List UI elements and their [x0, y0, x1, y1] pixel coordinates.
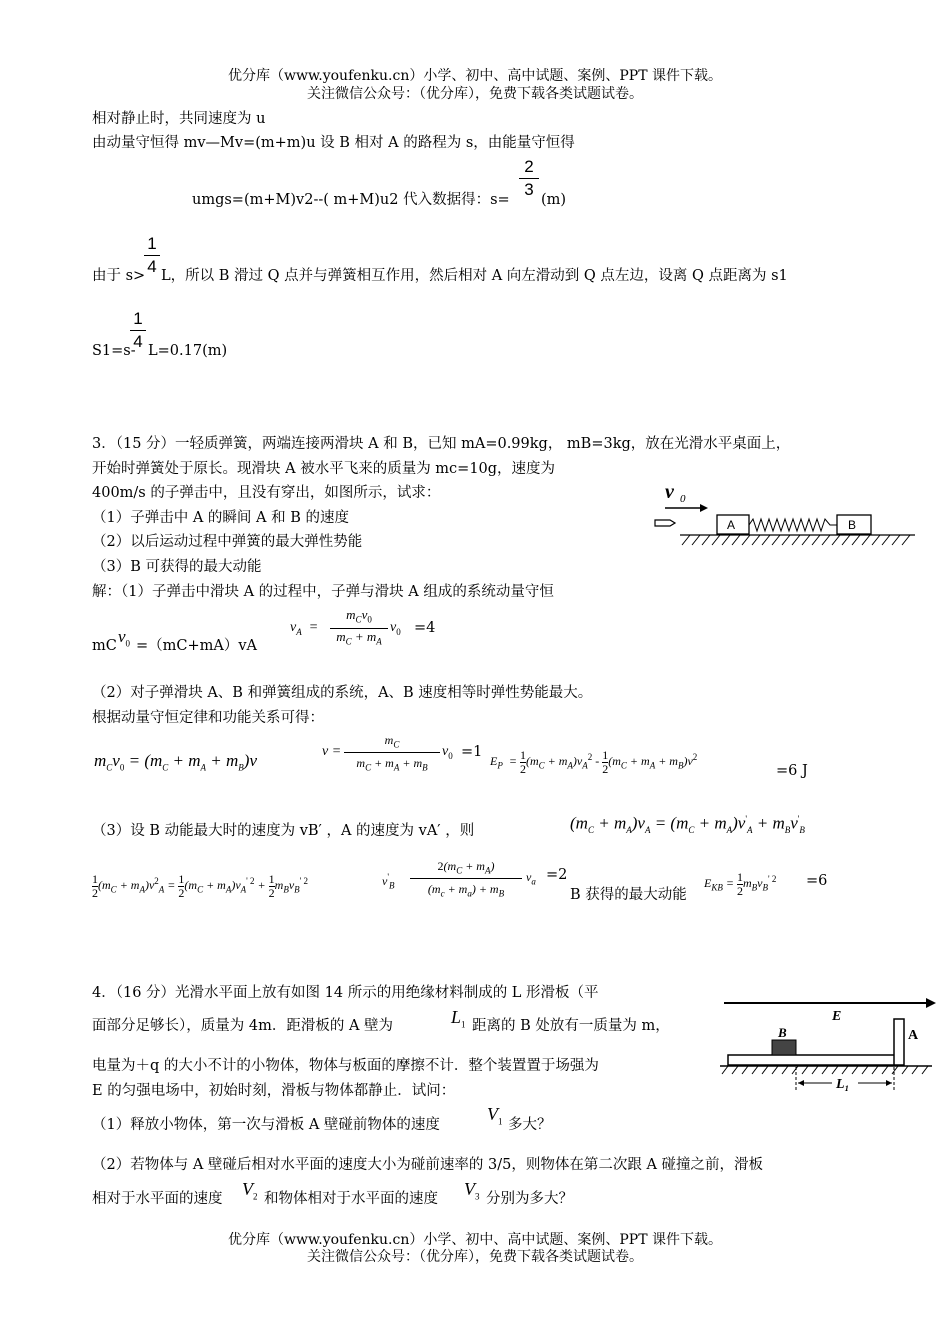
- eq1-va: $v_A$ =: [290, 620, 319, 637]
- eq2-v0: $v_0$: [442, 744, 453, 761]
- q3-solution-2: （2）对子弹滑块 A、B 和弹簧组成的系统，A、B 速度相等时弹性势能最大。: [92, 685, 593, 701]
- bullet-icon: [655, 520, 675, 526]
- eq1-result: =4: [414, 620, 436, 636]
- symbol-v1: $V_1$: [487, 1104, 503, 1127]
- eq2-v-result: =1: [461, 744, 483, 760]
- symbol-v3: $V_3$: [464, 1179, 480, 1202]
- distance-label: L₁: [836, 1077, 850, 1092]
- ground-hatch: [682, 535, 910, 545]
- q4-sub-3b: 和物体相对于水平面的速度: [264, 1191, 438, 1207]
- field-label: E: [832, 1009, 842, 1024]
- eq3-e-result: =6: [806, 873, 828, 889]
- svg-text:B: B: [848, 518, 857, 532]
- eq2-denominator: $m_C + m_A + m_B$: [356, 756, 428, 773]
- eq1-numerator: $m_Cv_0$: [330, 607, 388, 629]
- spring-icon: [749, 519, 837, 531]
- q3-solution-3: （3）设 B 动能最大时的速度为 vB′ ，A 的速度为 vA′ ，则: [92, 823, 475, 839]
- q4-sub-3: 相对于水平面的速度: [92, 1191, 223, 1207]
- symbol-l1: $L_1$: [451, 1007, 466, 1030]
- q3-sub-2: （2）以后运动过程中弹簧的最大弹性势能: [92, 534, 363, 550]
- symbol-v2: $V_2$: [242, 1179, 258, 1202]
- header-line-2: 关注微信公众号：（优分库），免费下载各类试题试卷。: [307, 86, 643, 102]
- q4-sub-3c: 分别为多大？: [486, 1191, 573, 1207]
- q4-sub-1b: 多大？: [508, 1117, 552, 1133]
- object-b: [772, 1040, 796, 1055]
- q4-stem: 面部分足够长），质量为 4m．距滑板的 A 壁为: [92, 1018, 394, 1034]
- eq3-denominator: $(m_c + m_a) + m_B$: [427, 882, 505, 899]
- q4-stem: 距离的 B 处放有一质量为 m，: [472, 1018, 670, 1034]
- eq3-va: $v_a$: [526, 870, 536, 887]
- eq3-ekb: $E_{KB} = 1$ 2 $m_Bv_B^{' 2}$: [704, 869, 777, 898]
- eq2-energy: $E_P = 1$ 2 $(m_C + m_A)v_A^2 - 1$ 2 $(m_C + m_A + m_B)v^2$: [490, 747, 698, 776]
- text-line: 由动量守恒得 mv—Mv=(m+m)u 设 B 相对 A 的路程为 s，由能量守恒得: [92, 135, 575, 151]
- eq1-v0: $v_0$: [118, 627, 131, 649]
- eq2-momentum: $m_Cv_0 = (m_C + m_A + m_B)v$: [94, 751, 257, 773]
- text-line: S1=s-: [92, 343, 136, 359]
- eq3-text: B 获得的最大动能: [570, 887, 687, 903]
- q3-stem: 400m/s 的子弹击中，且没有穿出，如图所示，试求：: [92, 485, 441, 501]
- fraction-two-thirds: 2 3: [519, 157, 539, 200]
- eq1-v0b: $v_0$: [390, 620, 401, 637]
- fraction-quarter: 1 4: [130, 309, 146, 352]
- eq3-numerator: $2(m_C + m_A)$: [410, 858, 522, 879]
- q4-stem: 电量为＋q 的大小不计的小物体，物体与板面的摩擦不计．整个装置置于场强为: [92, 1058, 599, 1074]
- q4-sub-1: （1）释放小物体，第一次与滑板 A 壁碰前物体的速度: [92, 1117, 440, 1133]
- q3-solution-2b: 根据动量守恒定律和功能关系可得：: [92, 710, 324, 726]
- eq2-numerator: $m_C$: [344, 732, 440, 753]
- velocity-label: v: [665, 481, 674, 503]
- unit-text: (m): [541, 192, 567, 208]
- velocity-sub: 0: [680, 493, 686, 505]
- footer-line-2: 关注微信公众号：（优分库），免费下载各类试题试卷。: [307, 1249, 643, 1265]
- text-line: 由于 s>: [92, 268, 146, 284]
- q3-stem: 3．（15 分）一轻质弹簧，两端连接两滑块 A 和 B，已知 mA=0.99kg， mB=3kg，放在光滑水平桌面上，: [92, 436, 791, 452]
- wall-label: A: [908, 1028, 919, 1043]
- text-line: 相对静止时，共同速度为 u: [92, 111, 266, 127]
- text-line: L=0.17(m): [148, 343, 228, 359]
- fraction-quarter: 1 4: [144, 234, 160, 277]
- eq3-vb: $v'_B$: [382, 872, 395, 891]
- q3-stem: 开始时弹簧处于原长。现滑块 A 被水平飞来的质量为 mc=10g，速度为: [92, 461, 556, 477]
- l-board-figure: [712, 993, 940, 1095]
- text-line: L，所以 B 滑过 Q 点并与弹簧相互作用，然后相对 A 向左滑动到 Q 点左边，设离 Q 点距离为 s1: [161, 268, 788, 284]
- board-plate: [728, 1055, 902, 1065]
- svg-text:A: A: [727, 518, 736, 532]
- object-label: B: [778, 1025, 787, 1040]
- eq1-right: =（mC+mA）vA: [136, 638, 258, 654]
- eq1-denominator: $m_C + m_A$: [336, 629, 382, 647]
- eq3-energy: 1 2 $(m_C + m_A)v^2_A = 1$ 2 $(m_C + m_A)v_A^{' 2} + 1$ 2 $m_Bv_B^{' 2}$: [92, 871, 309, 900]
- eq2-v: v =: [322, 744, 342, 759]
- q4-sub-2: （2）若物体与 A 壁碰后相对水平面的速度大小为碰前速率的 3/5，则物体在第二次跟 A 碰撞之前，滑板: [92, 1157, 764, 1173]
- q3-sub-3: （3）B 可获得的最大动能: [92, 559, 262, 575]
- q3-solution-1: 解：（1）子弹击中滑块 A 的过程中，子弹与滑块 A 组成的系统动量守恒: [92, 584, 554, 600]
- eq2-e-result: =6 J: [776, 763, 808, 779]
- eq3-v-result: =2: [546, 867, 568, 883]
- q3-sub-1: （1）子弹击中 A 的瞬间 A 和 B 的速度: [92, 510, 349, 526]
- q4-stem: E 的匀强电场中，初始时刻，滑板与物体都静止．试问：: [92, 1083, 456, 1099]
- footer-line-1: 优分库（www.youfenku.cn）小学、初中、高中试题、案例、PPT 课件下载。: [227, 1232, 722, 1248]
- ground-hatch: [722, 1066, 928, 1074]
- header-line-1: 优分库（www.youfenku.cn）小学、初中、高中试题、案例、PPT 课件下载。: [227, 68, 722, 84]
- wall-a: [894, 1019, 904, 1065]
- spring-blocks-figure: [650, 478, 920, 550]
- equation-energy: umgs=(m+M)v2--( m+M)u2 代入数据得：s=: [192, 192, 510, 208]
- eq3-momentum: $(m_C + m_A)v_A = (m_C + m_A)v'_A + m_Bv'_B$: [570, 813, 805, 836]
- q4-stem: 4．（16 分）光滑水平面上放有如图 14 所示的用绝缘材料制成的 L 形滑板（平: [92, 985, 599, 1001]
- eq1-left: mC: [92, 638, 117, 654]
